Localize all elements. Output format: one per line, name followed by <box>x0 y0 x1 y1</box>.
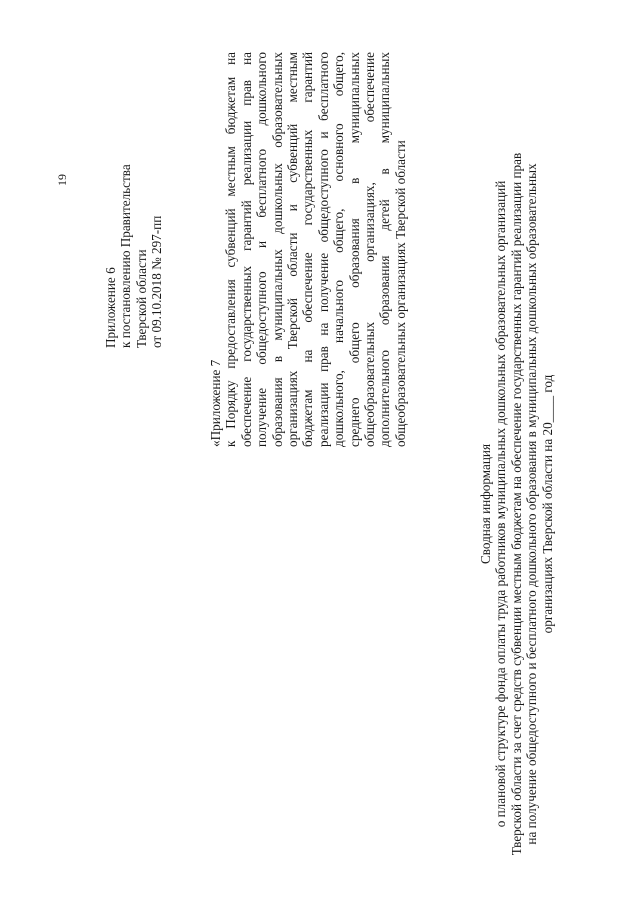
annex-7-line: получение общедоступного и бесплатного дошкольного <box>254 52 270 447</box>
annex-7-line: обеспечение государственных гарантий реализации прав на <box>238 52 254 447</box>
summary-block <box>478 114 555 894</box>
summary-line: Тверской области за счет средств субвенции местным бюджетам на обеспечение государственных гарантий реализации прав <box>508 152 524 856</box>
annex-7-line: общеобразовательных организациях Тверской области <box>392 140 408 447</box>
annex-6-line: от 09.10.2018 № 297-пп <box>149 215 165 348</box>
annex-7-line: общеобразовательных организациях, обеспечение <box>362 52 378 447</box>
annex-7-line: образования в муниципальных дошкольных образовательных <box>269 52 285 447</box>
annex-6-line: Приложение 6 <box>103 267 118 348</box>
annex-7-line: дополнительного образования детей в муниципальных <box>377 52 393 447</box>
annex-7-line: «Приложение 7 <box>208 359 223 447</box>
annex-7-line: к Порядку предоставления субвенций местным бюджетам на <box>223 52 239 447</box>
page-number: 19 <box>55 174 69 186</box>
summary-line: о плановой структуре фонда оплаты труда работников муниципальных дошкольных образовательных организаций <box>493 180 509 828</box>
annex-7-line: среднего общего образования в муниципальных <box>346 52 362 447</box>
summary-line: организациях Тверской области на 20____ год <box>539 374 555 634</box>
annex-6-line: к постановлению Правительства <box>118 164 134 348</box>
annex-7-line: реализации прав на получение общедоступного и бесплатного <box>315 52 331 447</box>
summary-title: Сводная информация <box>478 443 493 565</box>
summary-line: на получение общедоступного и бесплатного дошкольного образования в муниципальных дошкольных образовательных <box>524 163 540 845</box>
annex-6-line: Тверской области <box>133 249 149 348</box>
annex-7-line: организациях Тверской области и субвенций местным <box>285 52 301 447</box>
annex-6-header <box>103 28 165 348</box>
annex-7-header <box>208 52 408 447</box>
annex-7-line: дошкольного, начального общего, основного общего, <box>331 52 347 447</box>
annex-7-line: бюджетам на обеспечение государственных гарантий <box>300 52 316 447</box>
